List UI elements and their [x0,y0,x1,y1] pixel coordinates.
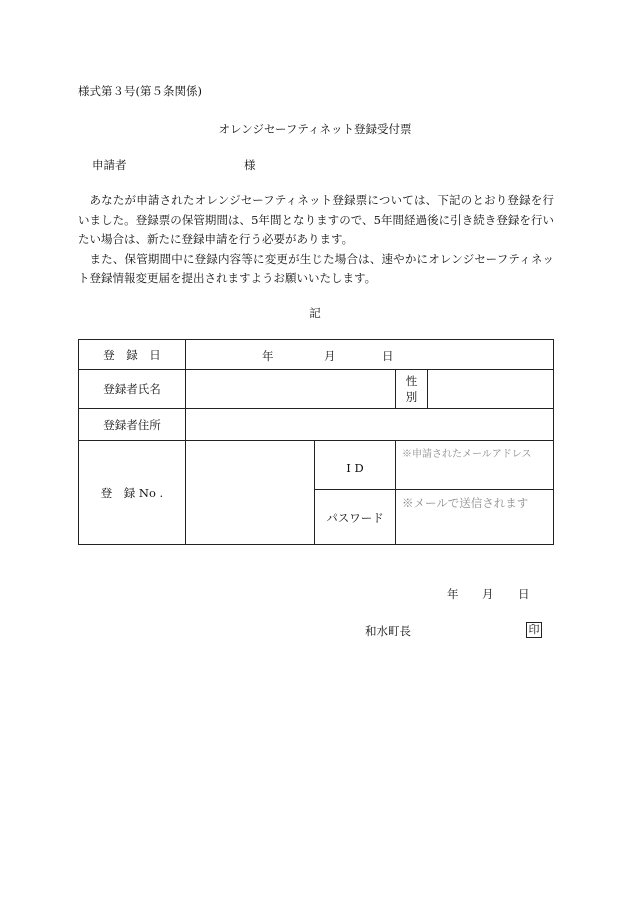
footer-day: 日 [518,587,530,601]
row-registration-date [79,340,554,370]
gender-label-1: 性 [405,374,418,388]
seal-icon: 印 [526,622,542,638]
reg-date-day: 日 [382,348,394,363]
paragraph-1: あなたが申請されたオレンジセーフティネット登録票については、下記のとおり登録を行いました。登録票の保管期間は、5年間となりますので、5年間経過後に引き続き登録を行いたい場合は、新たに登録申請を行う必要があります。 [78,193,554,246]
paragraph-2: また、保管期間中に登録内容等に変更が生じた場合は、速やかにオレンジセーフティネット登録情報変更届を提出されますようお願いいたします。 [78,251,554,285]
reg-no-value [186,441,315,545]
password-label: パスワード [315,490,396,545]
footer-month: 月 [482,587,494,601]
mayor-title: 和水町長 [365,624,411,638]
id-note: ※申請されたメールアドレス [396,441,554,490]
ki-heading: 記 [309,306,321,320]
footer-year: 年 [447,587,459,601]
reg-date-label: 登 録 日 [79,340,186,370]
password-note: ※メールで送信されます [396,490,554,545]
reg-date-month: 月 [324,348,336,363]
address-label: 登録者住所 [79,409,186,441]
gender-value [428,370,554,409]
registration-table [78,339,554,545]
reg-no-label: 登 録 No . [79,441,186,545]
applicant-label: 申請者 [92,158,127,172]
seal-mark [526,622,542,638]
document-title: オレンジセーフティネット登録受付票 [218,122,412,136]
address-value [186,409,554,441]
row-reg-no-id [79,441,554,490]
name-label: 登録者氏名 [79,370,186,409]
reg-date-value [186,340,554,370]
reg-date-year: 年 [262,348,274,363]
gender-label [396,370,428,409]
form-number: 様式第３号(第５条関係) [78,84,202,98]
body-text [78,191,554,289]
row-registrant-address [79,409,554,441]
row-registrant-name [79,370,554,409]
applicant-honorific: 様 [244,158,256,172]
name-value [186,370,396,409]
id-label: I D [315,441,396,490]
gender-label-2: 別 [405,390,418,404]
